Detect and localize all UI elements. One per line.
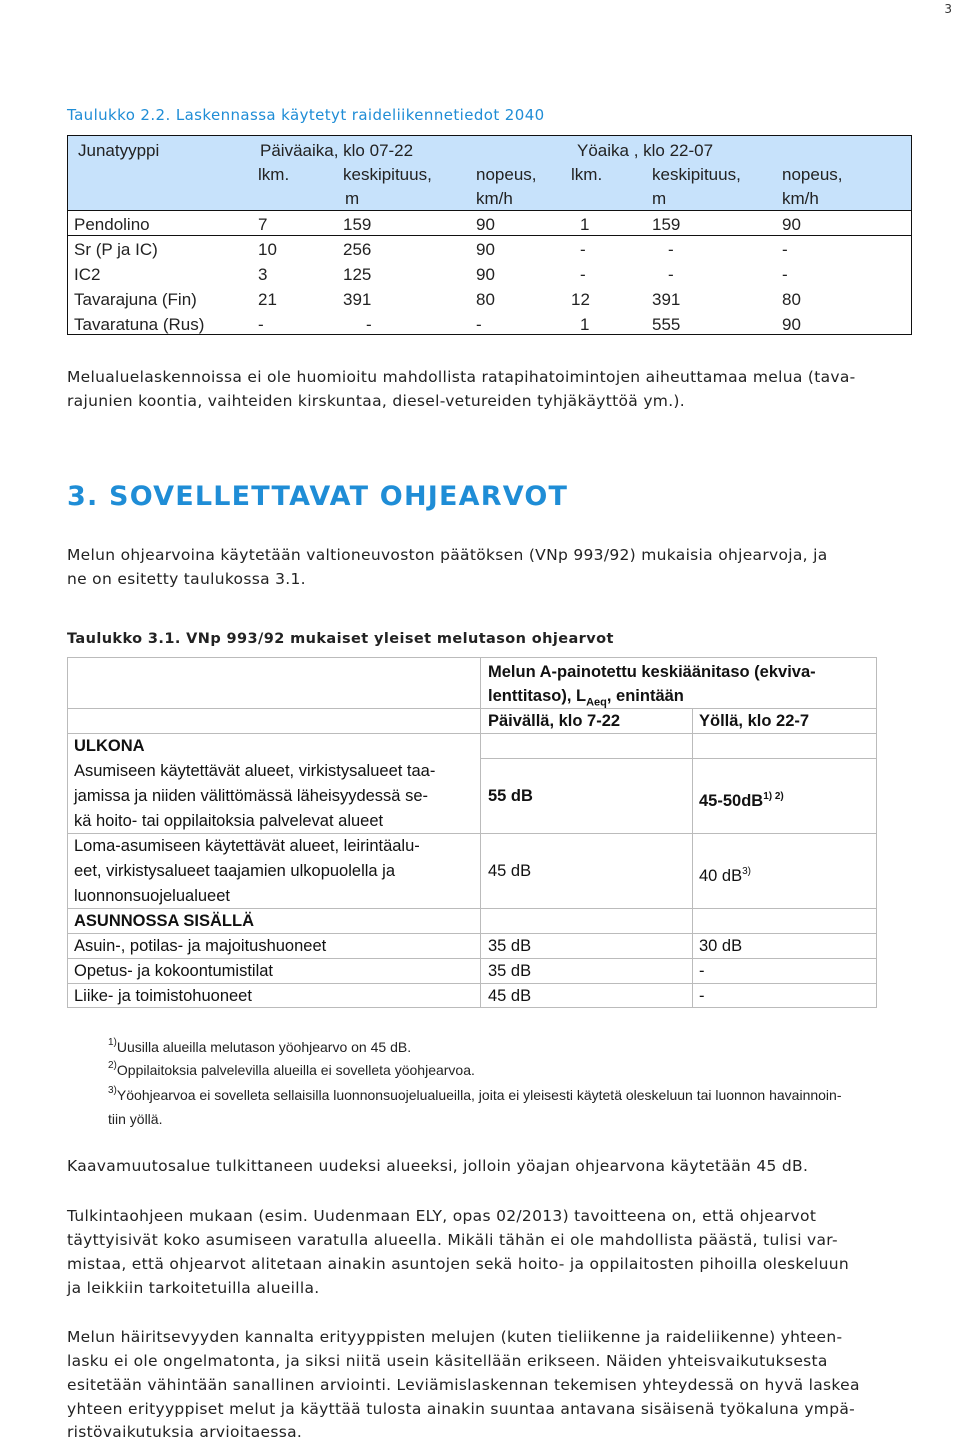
row-night-speed: 80 xyxy=(782,290,801,309)
row-night-speed: 90 xyxy=(782,215,801,234)
table-caption: Taulukko 3.1. VNp 993/92 mukaiset yleiset melutason ohjearvot xyxy=(67,631,614,647)
footnote-ref: 3) xyxy=(742,866,752,877)
footnote-ref: 1) 2) xyxy=(763,791,784,802)
row-night-value: - xyxy=(699,962,705,980)
row-night-value xyxy=(699,784,784,814)
row-night-length: 159 xyxy=(652,215,681,234)
row-night-value: - xyxy=(699,987,705,1005)
footnote-text: Uusilla alueilla melutason yöohjearvo on 45 dB. xyxy=(116,1039,412,1055)
paragraph-line: mistaa, että ohjearvot alitetaan ainakin asuntojen sekä hoito- ja oppilaitosten pihoilla oleskeluun xyxy=(67,1255,849,1273)
row-day-length: - xyxy=(366,315,372,334)
row-day-speed: 80 xyxy=(476,290,495,309)
footnote xyxy=(108,1037,411,1055)
row-night-value-text: 40 dB xyxy=(699,867,743,885)
row-night-count: 1 xyxy=(580,315,590,334)
page-number: 3 xyxy=(944,2,952,16)
paragraph-line: ja leikkiin tarkoitetuilla alueilla. xyxy=(67,1279,320,1297)
row-day-value: 45 dB xyxy=(488,987,532,1005)
row-label: Liike- ja toimistohuoneet xyxy=(74,987,252,1005)
row-night-speed: 90 xyxy=(782,315,801,334)
table-caption: Taulukko 2.2. Laskennassa käytetyt raideliikennetiedot 2040 xyxy=(67,106,545,124)
section-intro-line: Melun ohjearvoina käytetään valtioneuvoston päätöksen (VNp 993/92) mukaisia ohjearvoja, ja xyxy=(67,546,828,564)
footnote-text: Oppilaitoksia palvelevilla alueilla ei sovelleta yöohjearvoa. xyxy=(116,1062,475,1078)
footnote-continuation: tiin yöllä. xyxy=(108,1111,163,1127)
table-header-divider xyxy=(67,210,912,211)
row-day-value: 45 dB xyxy=(488,862,532,880)
col-day-count: lkm. xyxy=(258,165,290,184)
row-day-length: 256 xyxy=(343,240,372,259)
row-night-count: 12 xyxy=(571,290,590,309)
col-group-day: Päiväaika, klo 07-22 xyxy=(260,141,414,160)
col-day-speed: nopeus, xyxy=(476,165,537,184)
row-day-value: 35 dB xyxy=(488,937,532,955)
row-label-line: Asumiseen käytettävät alueet, virkistysalueet taa- xyxy=(74,762,436,780)
col-group-night: Yöaika , klo 22-07 xyxy=(577,141,714,160)
row-night-length: 391 xyxy=(652,290,681,309)
col-night-speed: nopeus, xyxy=(782,165,843,184)
row-night-length: - xyxy=(668,240,674,259)
col-train-type: Junatyyppi xyxy=(78,141,160,160)
row-day-count: 3 xyxy=(258,265,268,284)
col-day-length: keskipituus, xyxy=(343,165,432,184)
table-grid-line xyxy=(692,708,693,1008)
row-train-type: Pendolino xyxy=(74,215,150,234)
row-day-count: - xyxy=(258,315,264,334)
paragraph-line: täyttyisivät koko asumiseen varatulla alueella. Mikäli tähän ei ole mahdollista päästä, tulisi var- xyxy=(67,1231,838,1249)
row-day-count: 7 xyxy=(258,215,268,234)
paragraph-line: yhteen erityyppiset melut ja käyttää tulosta ainakin suuntaa antavana sisäisenä työkaluna ympä- xyxy=(67,1400,856,1418)
row-night-length: 555 xyxy=(652,315,681,334)
row-label-line: jamissa ja niiden välittömässä läheisyydessä se- xyxy=(74,787,428,805)
row-train-type: Tavaratuna (Rus) xyxy=(74,315,205,334)
footnote xyxy=(108,1060,475,1078)
row-night-value: 30 dB xyxy=(699,937,743,955)
row-train-type: Tavarajuna (Fin) xyxy=(74,290,197,309)
row-label: Asuin-, potilas- ja majoitushuoneet xyxy=(74,937,327,955)
row-night-speed: - xyxy=(782,240,788,259)
note-paragraph-line: rajunien koontia, vaihteiden kirskuntaa, diesel-vetureiden tyhjäkäyttöä ym.). xyxy=(67,392,685,410)
row-night-value xyxy=(699,859,751,889)
row-day-speed: - xyxy=(476,315,482,334)
table-header: Melun A-painotettu keskiäänitaso (ekviva- xyxy=(488,663,816,681)
row-night-count: - xyxy=(580,265,586,284)
table-grid-line xyxy=(480,758,877,759)
col-day-length-unit: m xyxy=(345,189,360,208)
row-day-speed: 90 xyxy=(476,240,495,259)
row-day-length: 391 xyxy=(343,290,372,309)
row-night-count: - xyxy=(580,240,586,259)
footnote-mark: 1) xyxy=(108,1037,117,1048)
paragraph-line: lasku ei ole ongelmatonta, ja siksi niitä usein käsitellään erikseen. Näiden yhteisvaikutuksesta xyxy=(67,1352,828,1370)
row-label: Opetus- ja kokoontumistilat xyxy=(74,962,274,980)
paragraph-line: Kaavamuutosalue tulkittaneen uudeksi alueeksi, jolloin yöajan ohjearvona käytetään 45 dB. xyxy=(67,1157,809,1175)
col-night-length-unit: m xyxy=(652,189,667,208)
row-train-type: IC2 xyxy=(74,265,101,284)
col-night-count: lkm. xyxy=(571,165,603,184)
col-night-length: keskipituus, xyxy=(652,165,741,184)
footnote-text: Yöohjearvoa ei sovelleta sellaisilla luonnonsuojelualueilla, joita ei yleisesti käytetä oleskeluun tai luonnon havainnoin- xyxy=(116,1087,842,1103)
note-paragraph-line: Melualuelaskennoissa ei ole huomioitu mahdollista ratapihatoimintojen aiheuttamaa melua (tava- xyxy=(67,368,856,386)
row-day-value: 35 dB xyxy=(488,962,532,980)
table-header-subscript: Aeq xyxy=(586,696,607,709)
row-day-speed: 90 xyxy=(476,215,495,234)
indoor-label: ASUNNOSSA SISÄLLÄ xyxy=(74,912,254,930)
row-night-value-text: 45-50dB xyxy=(699,792,764,810)
row-day-length: 125 xyxy=(343,265,372,284)
row-day-value: 55 dB xyxy=(488,787,533,805)
row-night-length: - xyxy=(668,265,674,284)
paragraph-line: Tulkintaohjeen mukaan (esim. Uudenmaan ELY, opas 02/2013) tavoitteena on, että ohjearvot xyxy=(67,1207,817,1225)
col-day: Päivällä, klo 7-22 xyxy=(488,712,621,730)
col-night-speed-unit: km/h xyxy=(782,189,819,208)
row-train-type: Sr (P ja IC) xyxy=(74,240,158,259)
paragraph-line: esitetään vähintään sanallinen arviointi. Leviämislaskennan tekemisen yhteydessä on hyvä laskea xyxy=(67,1376,860,1394)
table-body-divider xyxy=(67,235,912,236)
row-label-line: eet, virkistysalueet taajamien ulkopuolella ja xyxy=(74,862,396,880)
row-day-length: 159 xyxy=(343,215,372,234)
outdoor-label: ULKONA xyxy=(74,737,145,755)
footnote xyxy=(108,1085,841,1103)
paragraph-line: Melun häiritsevyyden kannalta erityyppisten melujen (kuten tieliikenne ja raideliikenne) yhteen- xyxy=(67,1328,843,1346)
section-heading: 3. SOVELLETTAVAT OHJEARVOT xyxy=(67,481,569,512)
row-day-speed: 90 xyxy=(476,265,495,284)
row-label-line: kä hoito- tai oppilaitoksia palvelevat alueet xyxy=(74,812,384,830)
table-header-text: lenttitaso), L xyxy=(488,687,587,705)
row-night-speed: - xyxy=(782,265,788,284)
row-day-count: 21 xyxy=(258,290,277,309)
footnote-mark: 3) xyxy=(108,1085,117,1096)
row-day-count: 10 xyxy=(258,240,277,259)
col-day-speed-unit: km/h xyxy=(476,189,513,208)
row-night-count: 1 xyxy=(580,215,590,234)
footnote-mark: 2) xyxy=(108,1060,117,1071)
col-night: Yöllä, klo 22-7 xyxy=(699,712,810,730)
row-label-line: Loma-asumiseen käytettävät alueet, leirintäalu- xyxy=(74,837,420,855)
paragraph-line: ristövaikutuksia arvioitaessa. xyxy=(67,1423,303,1441)
table-header-text: , enintään xyxy=(606,687,684,705)
section-intro-line: ne on esitetty taulukossa 3.1. xyxy=(67,570,306,588)
row-label-line: luonnonsuojelualueet xyxy=(74,887,230,905)
